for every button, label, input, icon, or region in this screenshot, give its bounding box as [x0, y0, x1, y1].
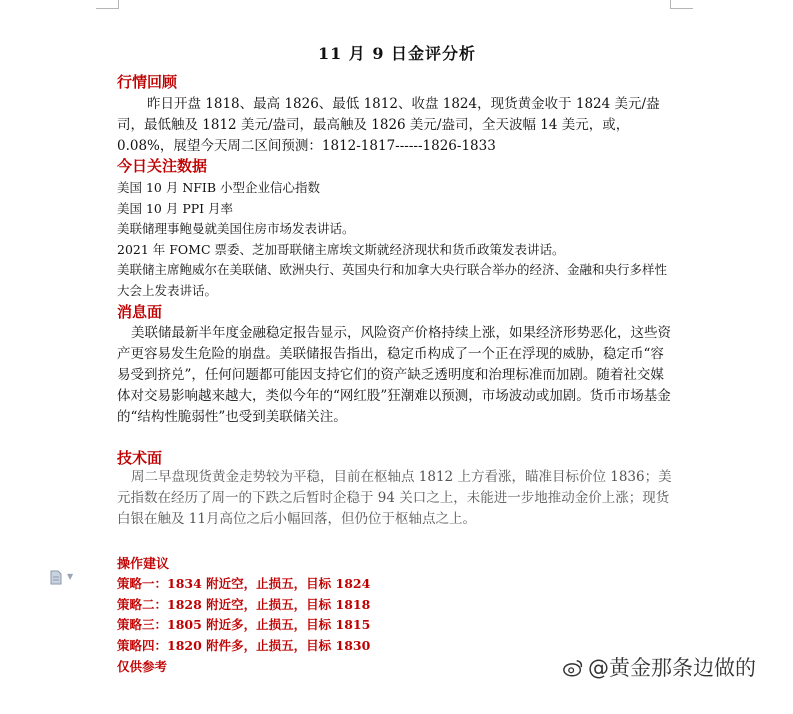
news-text: 美联储最新半年度金融稳定报告显示，风险资产价格持续上涨，如果经济形势恶化，这些资产更容易发生危险的崩盘。美联储报告指出，稳定币构成了一个正在浮现的威胁，稳定币“容易受到挤兑”，任何问题都可能因支持它们的资产缺乏透明度和治理标准而加剧。随着社交媒体对交易影响越来越大，类似今年的“网红股”狂潮难以预测，市场波动或加剧。货币市场基金的“结构性脆弱性”也受到美联储关注。	[117, 325, 671, 425]
chevron-down-icon[interactable]: ▼	[67, 572, 74, 581]
data-item-5: 美联储主席鲍威尔在美联储、欧洲央行、英国央行和加拿大央行联合举办的经济、金融和央行多样性大会上发表讲话。	[117, 262, 668, 298]
weibo-logo-icon	[562, 657, 584, 679]
heading-market-review: 行情回顾	[117, 73, 178, 91]
technical-text: 周二早盘现货黄金走势较为平稳，目前在枢轴点 1812 上方看涨，瞄准目标价位 1836；美元指数在经历了周一的下跌之后暂时企稳于 94 关口之上，未能进一步地推动金价上涨；现货白银在触及 11月高位之后小幅回落，但仍位于枢轴点之上。	[117, 469, 672, 527]
data-item-1: 美国 10 月 NFIB 小型企业信心指数	[117, 180, 321, 195]
page-corner-mark-right	[670, 0, 693, 9]
document-title: 11 月 9 日金评分析	[317, 44, 477, 63]
heading-today-data: 今日关注数据	[117, 157, 208, 175]
strategy-1: 策略一：1834 附近空，止损五，目标 1824	[117, 576, 371, 591]
page-corner-mark-left	[96, 0, 119, 9]
strategy-2: 策略二：1828 附近空，止损五，目标 1818	[117, 597, 371, 612]
heading-news: 消息面	[117, 303, 163, 321]
strategy-4: 策略四：1820 附件多，止损五，目标 1830	[117, 638, 371, 653]
watermark-text: @黄金那条边做的	[588, 656, 756, 680]
data-item-3: 美联储理事鲍曼就美国住房市场发表讲话。	[117, 221, 355, 236]
disclaimer: 仅供参考	[117, 659, 168, 674]
heading-technical: 技术面	[117, 449, 163, 467]
document-icon[interactable]	[50, 570, 62, 585]
heading-suggestions: 操作建议	[117, 557, 170, 572]
data-item-4: 2021 年 FOMC 票委、芝加哥联储主席埃文斯就经济现状和货币政策发表讲话。	[117, 242, 565, 257]
market-review-text: 昨日开盘 1818、最高 1826、最低 1812、收盘 1824，现货黄金收于 1824 美元/盎司，最低触及 1812 美元/盎司，最高触及 1826 美元/盎司，全天波幅 14 美元，或，0.08%，展望今天周二区间预测：1812-1817------1826-1833	[117, 96, 660, 154]
data-item-2: 美国 10 月 PPI 月率	[117, 201, 234, 216]
strategy-3: 策略三：1805 附近多，止损五，目标 1815	[117, 617, 371, 632]
